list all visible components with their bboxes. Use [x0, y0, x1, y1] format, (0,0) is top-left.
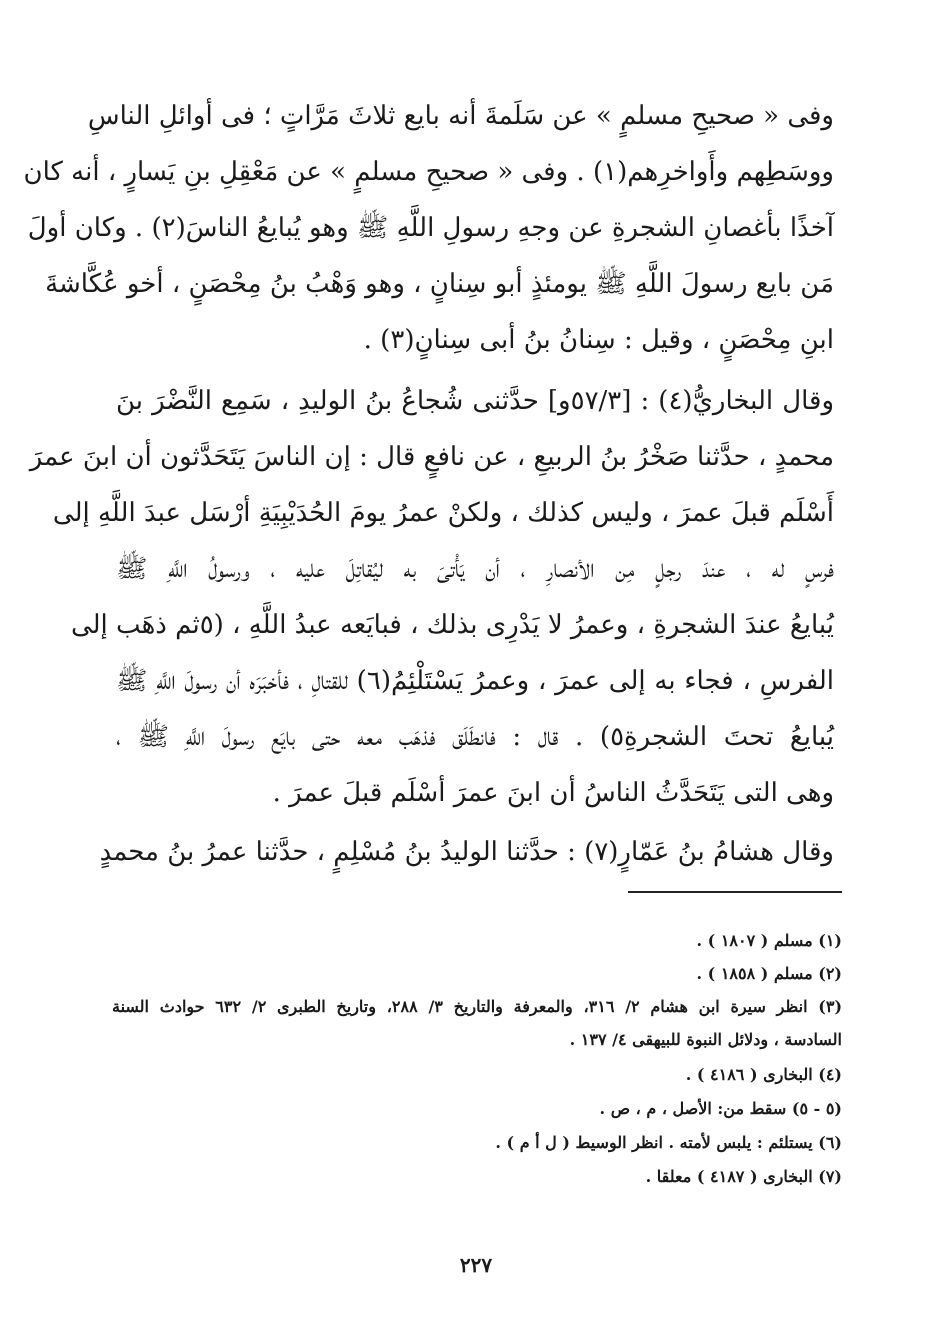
text-line: وهى التى يَتَحَدَّثُ الناسُ أن ابنَ عمرَ أسْلَم قبلَ عمرَ . [272, 778, 834, 808]
footnote-separator [628, 891, 842, 893]
text-line: محمدٍ ، حدَّثنا صَخْرُ بنُ الربيعِ ، عن نافعٍ قال : إن الناسَ يَتَحَدَّثون أن ابنَ عمرَ [29, 442, 834, 472]
text-line: ابنِ مِحْصَنٍ ، وقيل : سِنانُ بنُ أبى سِنانٍ(٣) . [363, 325, 834, 355]
text-line: فرسٍ له ، عندَ رجلٍ مِن الأنصارِ ، أن يَأْتىَ به ليُقاتِلَ عليه ، ورسولُ اللَّهِ ﷺ [116, 554, 834, 584]
footnote: (١) مسلم ( ١٨٠٧ ) . [696, 931, 842, 950]
text-line: أَسْلَم قبلَ عمرَ ، وليس كذلك ، ولكنْ عمرُ يومَ الحُدَيْبِيَةِ أرْسَل عبدَ اللَّهِ إلى [52, 498, 834, 528]
text-line: ووسَطِهم وأَواخرِهم(١) . وفى « صحيحِ مسلمٍ » عن مَعْقِلِ بنِ يَسارٍ ، أنه كان [23, 157, 834, 187]
footnote: (٤) البخارى ( ٤١٨٦ ) . [685, 1065, 842, 1084]
text-line: آخذًا بأغصانِ الشجرةِ عن وجهِ رسولِ اللَّهِ ﷺ وهو يُبايعُ الناسَ(٢) . وكان أولَ [27, 213, 834, 243]
page-number: ٢٢٧ [459, 1253, 493, 1277]
text-line: يُبايعُ عندَ الشجرةِ ، وعمرُ لا يَدْرِى بذلك ، فبايَعه عبدُ اللَّهِ ، (٥ثم ذهَب إلى [70, 610, 834, 640]
text-line: وفى « صحيحِ مسلمٍ » عن سَلَمةَ أنه بايع ثلاثَ مَرَّاتٍ ؛ فى أوائلِ الناسِ [87, 101, 834, 131]
footnote: (٢) مسلم ( ١٨٥٨ ) . [696, 964, 842, 983]
text-line: وقال البخاريُّ(٤) : [٥٧/٣و] حدَّثنى شُجاعُ بنُ الوليدِ ، سَمِع النَّضْرَ بنَ [116, 386, 835, 416]
footnote: (٧) البخارى ( ٤١٨٧ ) معلقا . [645, 1167, 842, 1186]
text-line: مَن بايع رسولَ اللَّهِ ﷺ يومئذٍ أبو سِنانٍ ، وهو وَهْبُ بنُ مِحْصَنٍ ، أخو عُكَّاشةَ [45, 269, 834, 299]
text-line: يُبايعُ تحتَ الشجرةِ٥) . قال : فانطَلَق فذهَب معه حتى بايَع رسولَ اللَّهِ ﷺ ، [116, 722, 835, 752]
footnote: (٦) يستلئم : يلبس لأمته . انظر الوسيط ( ل أ م ) . [495, 1133, 842, 1152]
footnote: (٣) انظر سيرة ابن هشام ٢/ ٣١٦، والمعرفة والتاريخ ٣/ ٢٨٨، وتاريخ الطبرى ٢/ ٦٣٢ حوادث السنة [112, 997, 843, 1016]
text-line: وقال هشامُ بنُ عَمّارٍ(٧) : حدَّثنا الوليدُ بنُ مُسْلِمٍ ، حدَّثنا عمرُ بنُ محمدٍ [99, 837, 834, 867]
footnote: (٥ - ٥) سقط من: الأصل ، م ، ص . [599, 1099, 842, 1118]
text-line: الفرسِ ، فجاء به إلى عمرَ ، وعمرُ يَسْتَلْئِمُ(٦) للقتالِ ، فأخبَرَه أن رسولَ اللَّهِ ﷺ [116, 666, 835, 696]
footnote: السادسة ، ودلائل النبوة للبيهقى ٤/ ١٣٧ . [569, 1030, 842, 1049]
